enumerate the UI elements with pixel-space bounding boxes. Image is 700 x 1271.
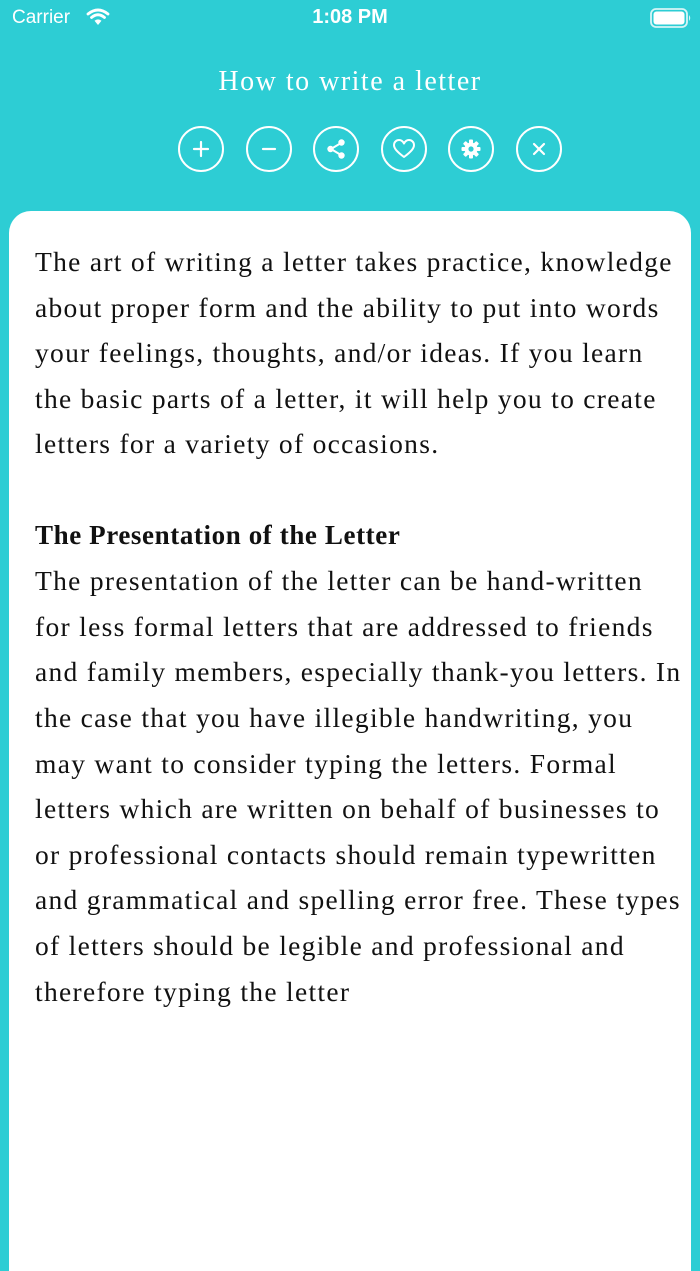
favorite-button[interactable] [381,126,427,172]
close-button[interactable] [516,126,562,172]
status-time: 1:08 PM [312,6,388,28]
article-scroll-area[interactable] [35,239,685,1135]
paragraph-spacer [35,467,685,513]
share-button[interactable] [313,126,359,172]
battery-icon [650,8,692,28]
zoom-in-button[interactable] [178,126,224,172]
heart-icon [393,139,415,159]
section-body: The presentation of the letter can be hand-written for less formal letters that are addressed to friends and family members, especially thank-you letters. In the case that you have illegible handwriting, you may want to consider typing the letters. Formal letters which are written on behalf of businesses to or professional contacts should remain typewritten and grammatical and spelling error free. These types of letters should be legible and professional and therefore typing the letter [35,565,682,1007]
gear-icon [460,138,482,160]
section-heading: The Presentation of the Letter [35,519,401,550]
settings-button[interactable] [448,126,494,172]
toolbar [178,126,568,176]
share-icon [325,138,347,160]
zoom-out-button[interactable] [246,126,292,172]
article-intro: The art of writing a letter takes practice, knowledge about proper form and the ability to put into words your feelings, thoughts, and/or ideas. If you learn the basic parts of a letter, it will help you to create letters for a variety of occasions. [35,246,673,460]
close-icon [531,141,547,157]
status-bar [0,0,700,36]
article-card [9,211,691,1271]
plus-icon [192,140,210,158]
page-title: How to write a letter [218,66,482,97]
minus-icon [260,140,278,158]
carrier-label: Carrier [12,7,71,28]
